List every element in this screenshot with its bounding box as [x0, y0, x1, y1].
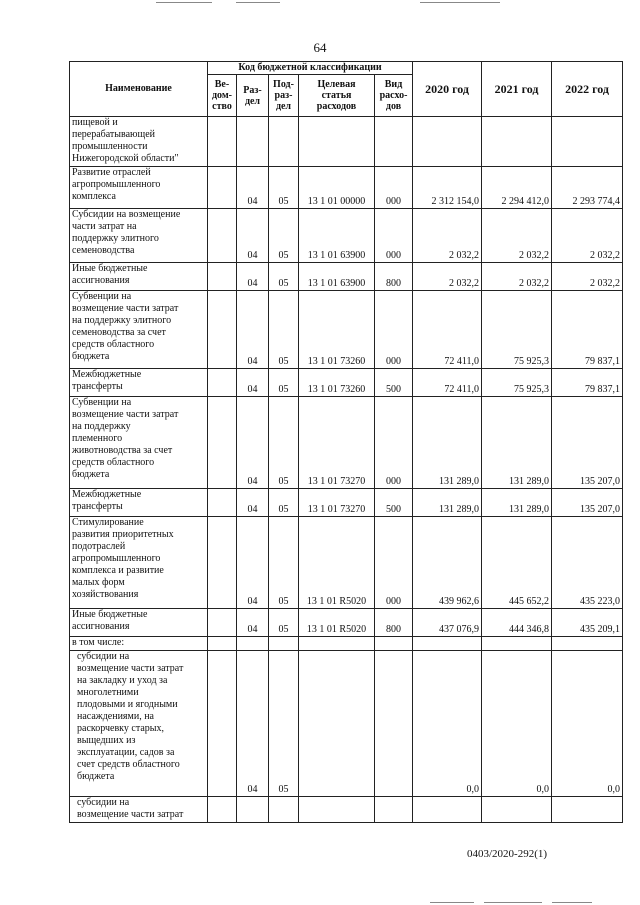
row-amount-2021: 75 925,3: [482, 369, 552, 397]
row-amount-2022: 2 032,2: [552, 209, 623, 263]
row-amount-2021: 131 289,0: [482, 489, 552, 517]
header-ved-text: Ве- дом- ство: [211, 79, 232, 112]
row-csr: 05: [269, 609, 299, 637]
header-razdel-text: Раз- дел: [243, 84, 262, 107]
row-razdel: 04: [237, 517, 269, 609]
table-row: [70, 369, 623, 397]
row-vr: 13 1 01 R5020: [299, 517, 375, 609]
table-row: [70, 637, 623, 651]
row-amount-2022: 0,0: [552, 651, 623, 797]
row-extra: [375, 637, 413, 651]
table-row: [70, 209, 623, 263]
row-vr: [299, 117, 375, 167]
row-vr: 13 1 01 63900: [299, 209, 375, 263]
budget-table: [69, 61, 623, 823]
row-name: Субсидии на возмещение части затрат на поддержку элитного семеноводства: [70, 209, 208, 263]
scan-artifact: [420, 2, 500, 3]
header-ved: [208, 75, 237, 117]
row-amount-2021: 445 652,2: [482, 517, 552, 609]
row-ved: [208, 117, 237, 167]
row-razdel: 04: [237, 651, 269, 797]
row-csr: 05: [269, 167, 299, 209]
row-razdel: 04: [237, 291, 269, 369]
row-razdel: [237, 117, 269, 167]
header-bk-group: Код бюджетной классификации: [208, 62, 413, 75]
table-row: [70, 117, 623, 167]
scan-artifact: [430, 902, 474, 903]
row-ved: [208, 517, 237, 609]
row-vr: 13 1 01 73260: [299, 291, 375, 369]
row-razdel: 04: [237, 369, 269, 397]
row-vr: 13 1 01 73270: [299, 397, 375, 489]
row-vr: [299, 797, 375, 823]
row-name: Межбюджетные трансферты: [70, 369, 208, 397]
row-amount-2021: 444 346,8: [482, 609, 552, 637]
row-amount-2022: 435 209,1: [552, 609, 623, 637]
row-name: субсидии на возмещение части затрат: [70, 797, 208, 823]
row-vr: 13 1 01 00000: [299, 167, 375, 209]
header-podrazdel-text: Под- раз- дел: [273, 79, 294, 112]
table-body: [70, 117, 623, 823]
header-razdel: [237, 75, 269, 117]
row-extra: 800: [375, 609, 413, 637]
row-ved: [208, 637, 237, 651]
row-name: в том числе:: [70, 637, 208, 651]
row-ved: [208, 291, 237, 369]
row-amount-2022: 2 032,2: [552, 263, 623, 291]
row-amount-2021: [482, 117, 552, 167]
row-extra: [375, 117, 413, 167]
row-amount-2021: [482, 797, 552, 823]
row-amount-2020: [413, 637, 482, 651]
table-row: [70, 263, 623, 291]
row-amount-2022: [552, 637, 623, 651]
row-name: Иные бюджетные ассигнования: [70, 263, 208, 291]
row-ved: [208, 167, 237, 209]
row-razdel: 04: [237, 397, 269, 489]
row-amount-2020: 439 962,6: [413, 517, 482, 609]
row-amount-2020: 2 032,2: [413, 209, 482, 263]
header-name: Наименование: [70, 62, 208, 117]
row-amount-2022: [552, 797, 623, 823]
row-csr: 05: [269, 651, 299, 797]
table-row: [70, 797, 623, 823]
row-ved: [208, 797, 237, 823]
row-csr: 05: [269, 209, 299, 263]
row-name: Межбюджетные трансферты: [70, 489, 208, 517]
row-ved: [208, 397, 237, 489]
row-amount-2020: 2 032,2: [413, 263, 482, 291]
row-ved: [208, 209, 237, 263]
row-csr: [269, 797, 299, 823]
row-razdel: [237, 637, 269, 651]
row-extra: 000: [375, 291, 413, 369]
row-extra: 000: [375, 209, 413, 263]
row-amount-2020: 72 411,0: [413, 291, 482, 369]
row-razdel: 04: [237, 609, 269, 637]
scan-artifact: [484, 902, 542, 903]
header-csr: [299, 75, 375, 117]
row-razdel: 04: [237, 167, 269, 209]
row-amount-2020: 2 312 154,0: [413, 167, 482, 209]
table-row: [70, 397, 623, 489]
row-extra: [375, 651, 413, 797]
row-extra: 800: [375, 263, 413, 291]
row-vr: [299, 651, 375, 797]
row-vr: 13 1 01 R5020: [299, 609, 375, 637]
row-amount-2021: 131 289,0: [482, 397, 552, 489]
row-name: пищевой и перерабатывающей промышленности Нижегородской области": [70, 117, 208, 167]
row-amount-2022: [552, 117, 623, 167]
row-extra: [375, 797, 413, 823]
row-csr: 05: [269, 369, 299, 397]
row-extra: 500: [375, 489, 413, 517]
row-amount-2021: [482, 637, 552, 651]
row-ved: [208, 263, 237, 291]
row-name: субсидии на возмещение части затрат на закладку и уход за многолетними плодовыми и ягодными насаждениями, на раскорчевку старых, выщедших из эксплуатации, садов за счет средств областного бюджета: [70, 651, 208, 797]
scan-artifact: [552, 902, 592, 903]
row-name: Стимулирование развития приоритетных подотраслей агропромышленного комплекса и развитие малых форм хозяйствования: [70, 517, 208, 609]
row-name: Иные бюджетные ассигнования: [70, 609, 208, 637]
row-csr: [269, 117, 299, 167]
row-amount-2022: 2 293 774,4: [552, 167, 623, 209]
row-amount-2022: 435 223,0: [552, 517, 623, 609]
row-name: Субвенции на возмещение части затрат на поддержку племенного животноводства за счет средств областного бюджета: [70, 397, 208, 489]
row-csr: [269, 637, 299, 651]
row-extra: 000: [375, 167, 413, 209]
table-row: [70, 609, 623, 637]
table-row: [70, 489, 623, 517]
row-csr: 05: [269, 489, 299, 517]
row-name: Субвенции на возмещение части затрат на поддержку элитного семеноводства за счет средств областного бюджета: [70, 291, 208, 369]
page-number: 64: [313, 40, 327, 55]
row-amount-2020: [413, 797, 482, 823]
table-row: [70, 167, 623, 209]
header-vr: [375, 75, 413, 117]
row-csr: 05: [269, 263, 299, 291]
row-ved: [208, 651, 237, 797]
row-csr: 05: [269, 291, 299, 369]
row-vr: 13 1 01 73270: [299, 489, 375, 517]
row-vr: 13 1 01 73260: [299, 369, 375, 397]
table-row: [70, 291, 623, 369]
scan-artifact: [156, 2, 212, 3]
scan-artifact: [236, 2, 280, 3]
row-amount-2021: 2 032,2: [482, 263, 552, 291]
header-csr-text: Целевая статья расходов: [316, 79, 357, 112]
row-csr: 05: [269, 517, 299, 609]
header-2021: 2021 год: [482, 62, 552, 117]
row-csr: 05: [269, 397, 299, 489]
row-amount-2020: 437 076,9: [413, 609, 482, 637]
document-code: 0403/2020-292(1): [467, 848, 548, 860]
row-razdel: 04: [237, 263, 269, 291]
row-amount-2022: 135 207,0: [552, 397, 623, 489]
row-amount-2020: 72 411,0: [413, 369, 482, 397]
row-vr: [299, 637, 375, 651]
row-ved: [208, 609, 237, 637]
row-amount-2022: 79 837,1: [552, 369, 623, 397]
row-extra: 500: [375, 369, 413, 397]
row-ved: [208, 489, 237, 517]
row-amount-2020: 131 289,0: [413, 489, 482, 517]
header-podrazdel: [269, 75, 299, 117]
row-razdel: [237, 797, 269, 823]
row-razdel: 04: [237, 209, 269, 263]
row-ved: [208, 369, 237, 397]
row-extra: 000: [375, 397, 413, 489]
row-name: Развитие отраслей агропромышленного комплекса: [70, 167, 208, 209]
header-2020: 2020 год: [413, 62, 482, 117]
row-amount-2021: 2 294 412,0: [482, 167, 552, 209]
row-amount-2022: 135 207,0: [552, 489, 623, 517]
row-vr: 13 1 01 63900: [299, 263, 375, 291]
row-amount-2020: 131 289,0: [413, 397, 482, 489]
row-razdel: 04: [237, 489, 269, 517]
table-row: [70, 517, 623, 609]
row-amount-2020: 0,0: [413, 651, 482, 797]
row-amount-2022: 79 837,1: [552, 291, 623, 369]
row-amount-2021: 2 032,2: [482, 209, 552, 263]
row-amount-2020: [413, 117, 482, 167]
header-2022: 2022 год: [552, 62, 623, 117]
row-extra: 000: [375, 517, 413, 609]
row-amount-2021: 75 925,3: [482, 291, 552, 369]
row-amount-2021: 0,0: [482, 651, 552, 797]
table-row: [70, 651, 623, 797]
header-vr-text: Вид расхо- дов: [379, 79, 408, 112]
